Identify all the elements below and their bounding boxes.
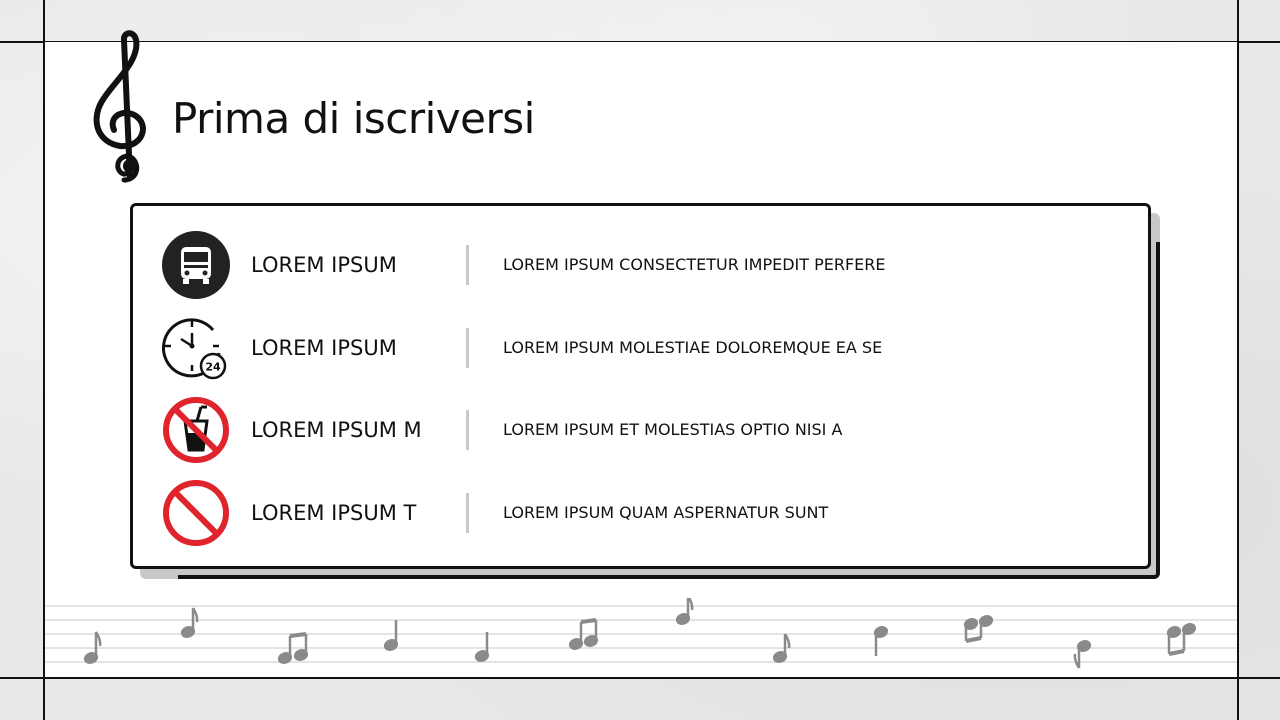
treble-clef-icon: [86, 30, 156, 185]
slide-title: Prima di iscriversi: [172, 94, 535, 143]
eighth-note-icon: [773, 634, 789, 663]
info-card: [130, 203, 1151, 569]
eighth-note-icon: [676, 598, 692, 625]
row-description: LOREM IPSUM QUAM ASPERNATUR SUNT: [503, 503, 829, 522]
beamed-notes-icon: [1167, 623, 1196, 654]
beamed-notes-icon: [569, 620, 598, 650]
row-description: LOREM IPSUM MOLESTIAE DOLOREMQUE EA SE: [503, 338, 883, 357]
list-item: [133, 395, 1148, 465]
beamed-notes-icon: [964, 615, 993, 641]
frame-line-right: [1237, 0, 1239, 720]
clock-24-icon: [161, 313, 231, 383]
row-description: LOREM IPSUM ET MOLESTIAS OPTIO NISI A: [503, 420, 843, 439]
list-item: [133, 230, 1148, 300]
prohibited-icon: [161, 478, 231, 548]
beamed-notes-icon: [278, 634, 308, 664]
row-separator: [466, 493, 469, 533]
music-staff-decoration: [45, 598, 1237, 678]
clock-badge: 24: [205, 360, 221, 374]
row-separator: [466, 410, 469, 450]
bus-icon: [161, 230, 231, 300]
list-item: [133, 478, 1148, 548]
list-item: [133, 313, 1148, 383]
row-label: LOREM IPSUM T: [251, 501, 417, 525]
no-drinks-icon: [161, 395, 231, 465]
row-label: LOREM IPSUM M: [251, 418, 422, 442]
quarter-note-icon: [384, 620, 398, 651]
eighth-note-stem-down-icon: [1075, 640, 1091, 668]
row-description: LOREM IPSUM CONSECTETUR IMPEDIT PERFERE: [503, 255, 886, 274]
quarter-note-stem-down-icon: [874, 626, 888, 656]
row-separator: [466, 245, 469, 285]
row-label: LOREM IPSUM: [251, 253, 397, 277]
row-separator: [466, 328, 469, 368]
row-label: LOREM IPSUM: [251, 336, 397, 360]
quarter-note-icon: [475, 632, 489, 662]
